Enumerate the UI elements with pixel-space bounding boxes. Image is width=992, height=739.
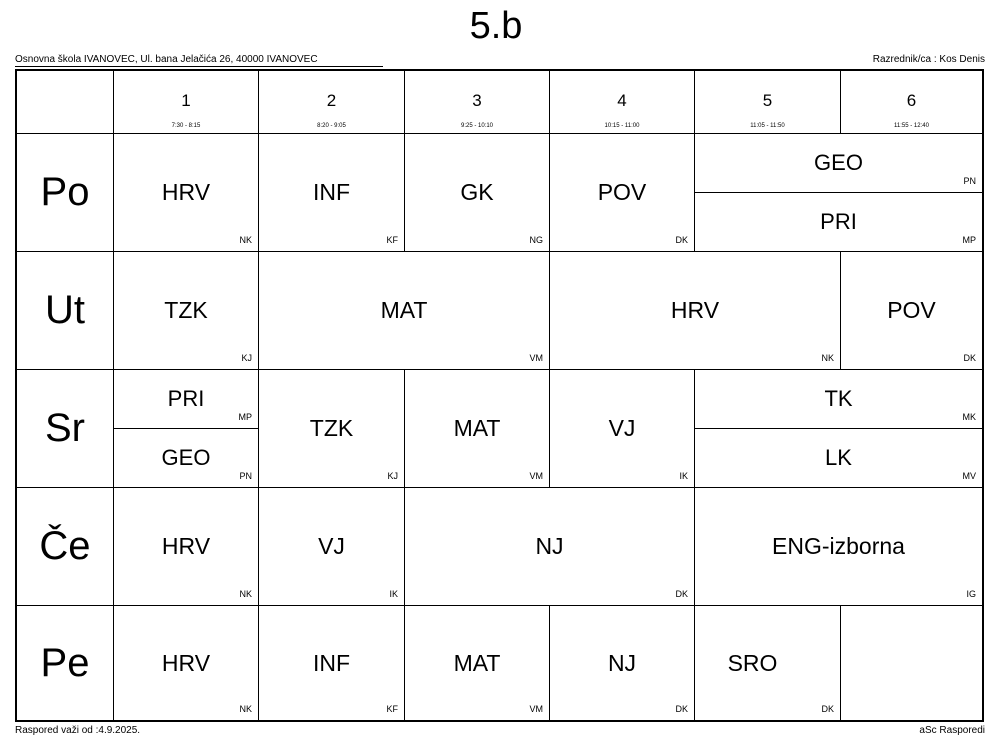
subject-label: MAT (453, 649, 501, 676)
day-label: Po (17, 134, 114, 252)
lesson-cell[interactable] (114, 606, 259, 720)
teacher-code: PN (239, 471, 252, 481)
teacher-code: KJ (241, 353, 252, 363)
lesson-cell[interactable] (259, 606, 405, 720)
teacher-code: MP (238, 412, 252, 422)
period-number: 4 (617, 91, 627, 110)
period-number: 6 (906, 91, 917, 110)
subject-label: ENG-izborna (772, 533, 905, 559)
lesson-cell[interactable] (550, 252, 841, 370)
school-underline (15, 66, 383, 67)
lesson-group[interactable] (695, 370, 982, 429)
subject-label: GK (460, 179, 494, 205)
day-label: Če (17, 488, 114, 606)
subject-label: HRV (670, 297, 720, 323)
empty-cell (841, 606, 982, 720)
lesson-cell[interactable] (259, 134, 405, 252)
period-number: 1 (181, 91, 191, 110)
class-title: 5.b (469, 5, 523, 47)
lesson-cell[interactable] (550, 370, 695, 488)
teacher-code: NK (239, 235, 252, 245)
teacher-code: IK (679, 471, 688, 481)
subject-label: VJ (318, 533, 345, 559)
teacher-code: VM (529, 471, 543, 481)
class-teacher: Razrednik/ca : Kos Denis (872, 54, 985, 65)
period-time: 9:25 - 10:10 (460, 123, 494, 129)
period-number: 3 (472, 91, 482, 110)
teacher-code: VM (529, 704, 543, 714)
lesson-cell[interactable] (841, 252, 982, 370)
teacher-code: DK (821, 704, 834, 714)
lesson-cell[interactable] (695, 606, 841, 720)
subject-label: GEO (161, 445, 211, 470)
lesson-group[interactable] (695, 193, 982, 251)
subject-label: TK (824, 386, 853, 411)
software-credit: aSc Rasporedi (919, 725, 985, 736)
lesson-cell[interactable] (114, 252, 259, 370)
subject-label: PRI (167, 386, 205, 411)
lesson-cell[interactable] (114, 134, 259, 252)
teacher-code: NK (239, 704, 252, 714)
split-lesson-cell (695, 134, 982, 252)
lesson-cell[interactable] (550, 606, 695, 720)
subject-label: MAT (380, 297, 428, 323)
teacher-code: DK (675, 235, 688, 245)
timetable-grid (15, 69, 984, 722)
teacher-code: KJ (387, 471, 398, 481)
split-lesson-cell (114, 370, 259, 488)
subject-label: NJ (607, 649, 637, 676)
teacher-code: NK (239, 589, 252, 599)
lesson-group[interactable] (695, 134, 982, 193)
teacher-code: MP (962, 235, 976, 245)
teacher-code: DK (963, 353, 976, 363)
period-time: 11:05 - 11:50 (750, 123, 785, 129)
valid-from: Raspored važi od :4.9.2025. (15, 725, 141, 736)
subject-label: MAT (453, 415, 501, 441)
teacher-code: KF (386, 235, 398, 245)
period-time: 11:55 - 12:40 (894, 123, 929, 129)
subject-label: POV (887, 297, 936, 323)
subject-label: HRV (161, 533, 211, 559)
lesson-cell[interactable] (695, 488, 982, 606)
period-time: 8:20 - 9:05 (317, 123, 346, 129)
teacher-code: VM (529, 353, 543, 363)
lesson-cell[interactable] (405, 370, 550, 488)
subject-label: TZK (309, 415, 354, 441)
subject-label: PRI (820, 209, 857, 234)
lesson-cell[interactable] (405, 134, 550, 252)
lesson-cell[interactable] (114, 488, 259, 606)
lesson-cell[interactable] (259, 488, 405, 606)
lesson-cell[interactable] (550, 134, 695, 252)
corner-cell (17, 71, 114, 134)
period-header (405, 71, 550, 134)
subject-label: HRV (161, 179, 211, 205)
period-header (259, 71, 405, 134)
subject-label: LK (825, 445, 852, 470)
period-header (695, 71, 841, 134)
teacher-code: MV (962, 471, 976, 481)
period-header (114, 71, 259, 134)
subject-label: VJ (608, 415, 636, 441)
period-time: 7:30 - 8:15 (171, 123, 201, 129)
lesson-cell[interactable] (259, 370, 405, 488)
teacher-code: DK (675, 589, 688, 599)
lesson-group[interactable] (114, 370, 258, 429)
lesson-group[interactable] (695, 429, 982, 487)
teacher-code: PN (963, 176, 976, 186)
day-label: Pe (17, 606, 114, 720)
teacher-code: KF (386, 704, 398, 714)
teacher-code: NK (821, 353, 834, 363)
lesson-cell[interactable] (405, 606, 550, 720)
teacher-code: IK (389, 589, 398, 599)
school-info: Osnovna škola IVANOVEC, Ul. bana Jelačića 26, 40000 IVANOVEC (15, 54, 318, 65)
subject-label: INF (312, 179, 351, 205)
teacher-code: IG (966, 589, 976, 599)
subject-label: INF (312, 649, 351, 676)
split-lesson-cell (695, 370, 982, 488)
lesson-cell[interactable] (405, 488, 695, 606)
subject-label: GEO (814, 150, 863, 175)
subject-label: SRO (727, 649, 778, 676)
subject-label: POV (597, 179, 647, 205)
subject-label: TZK (164, 297, 208, 323)
teacher-code: NG (529, 235, 543, 245)
day-label: Sr (17, 370, 114, 488)
period-number: 2 (326, 91, 337, 110)
period-header (550, 71, 695, 134)
period-number: 5 (762, 91, 773, 110)
period-time: 10:15 - 11:00 (604, 123, 640, 129)
period-header (841, 71, 982, 134)
teacher-code: DK (675, 704, 688, 714)
subject-label: NJ (535, 533, 564, 559)
lesson-cell[interactable] (259, 252, 550, 370)
subject-label: HRV (161, 649, 211, 676)
lesson-group[interactable] (114, 429, 258, 487)
day-label: Ut (17, 252, 114, 370)
teacher-code: MK (962, 412, 976, 422)
